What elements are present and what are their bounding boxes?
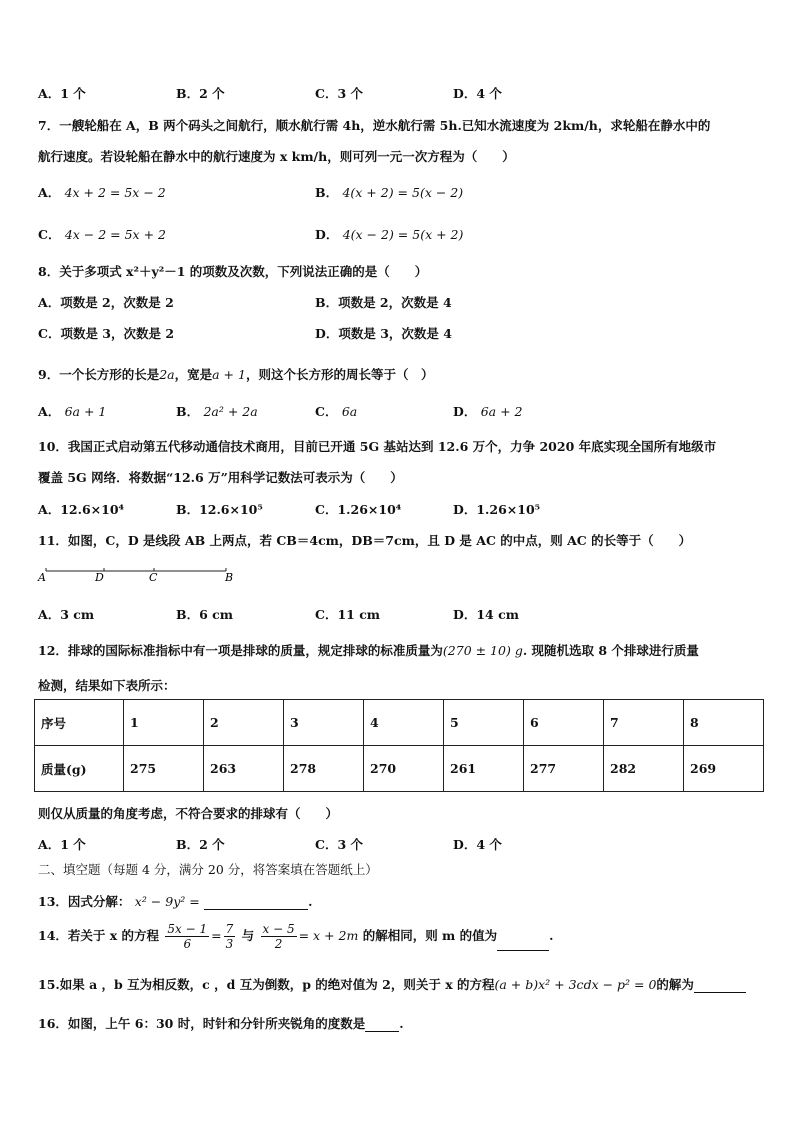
q9-stem-part: ，宽是: [174, 367, 213, 382]
q13-expression: x² − 9y² =: [134, 894, 200, 909]
table-cell: 3: [284, 700, 364, 746]
q11-option-c: C．11 cm: [315, 607, 381, 622]
table-cell: 7: [604, 700, 684, 746]
q7-option-a: [38, 183, 166, 201]
q11-stem: 11．如图，C，D 是线段 AB 上两点，若 CB＝4cm，DB＝7cm，且 D 是 AC 的中点，则 AC 的长等于（ ）: [38, 533, 692, 548]
q12-standard-mass: (270 ± 10) g: [442, 643, 523, 658]
q9-length-expr: 2a: [159, 367, 175, 382]
table-cell: 4: [364, 700, 444, 746]
answer-blank[interactable]: [365, 1019, 399, 1032]
fraction: [224, 922, 236, 951]
table-header-mass: 质量(g): [35, 746, 124, 792]
q11-option-b: B．6 cm: [176, 607, 233, 622]
q7-stem-line2: 航行速度。若设轮船在静水中的航行速度为 x km/h，则可列一元一次方程为（ ）: [38, 149, 515, 164]
q14-connector: 与: [241, 928, 255, 943]
prev-option-c: C．3 个: [315, 86, 363, 101]
fraction-denominator: 6: [183, 937, 192, 951]
point-c-label: C: [149, 571, 158, 584]
option-label: C．: [315, 404, 338, 419]
prev-option-d: D．4 个: [453, 86, 502, 101]
q9-option-b: [176, 402, 258, 420]
q9-option-a: [38, 402, 106, 420]
q10-option-d: D．1.26×10⁵: [453, 502, 541, 517]
q7-stem-line1: 7．一艘轮船在 A，B 两个码头之间航行，顺水航行需 4h，逆水航行需 5h.已知水流速度为 2km/h，求轮船在静水中的: [38, 118, 711, 133]
q12-stem-line2: 检测，结果如下表所示：: [38, 678, 176, 693]
q12-stem-part: . 现随机选取 8 个排球进行质量: [522, 643, 699, 658]
q15-text: 15.如果 a ，b 互为相反数，c ，d 互为倒数，p 的绝对值为 2，则关于 x 的方程: [38, 977, 495, 992]
q9-option-d: [453, 402, 522, 420]
q12-option-c: C．3 个: [315, 837, 363, 852]
q9-stem-part: ，则这个长方形的周长等于（ ）: [245, 367, 434, 382]
option-expression: 2a² + 2a: [203, 404, 258, 419]
q16-text: 16．如图，上午 6：30 时，时针和分针所夹锐角的度数是: [38, 1016, 366, 1031]
option-expression: 4(x + 2) = 5(x − 2): [342, 185, 464, 200]
point-a-label: A: [38, 571, 46, 584]
point-d-label: D: [95, 571, 104, 584]
table-cell: 5: [444, 700, 524, 746]
q14-stem: [38, 922, 554, 951]
fraction-denominator: 2: [274, 937, 283, 951]
point-b-label: B: [225, 571, 234, 584]
table-cell: 275: [124, 746, 204, 792]
fraction-denominator: 3: [225, 937, 234, 951]
option-expression: 6a + 2: [480, 404, 523, 419]
option-label: D．: [315, 227, 339, 242]
q15-stem: [38, 975, 746, 993]
option-label: A．: [38, 404, 61, 419]
option-expression: 6a: [341, 404, 358, 419]
q9-width-expr: a + 1: [212, 367, 246, 382]
q12-option-d: D．4 个: [453, 837, 502, 852]
q12-stem-line1: [38, 641, 699, 659]
q10-option-b: B．12.6×10⁵: [176, 502, 263, 517]
q11-option-d: D．14 cm: [453, 607, 519, 622]
option-expression: 4(x − 2) = 5(x + 2): [342, 227, 464, 242]
q12-option-a: A．1 个: [38, 837, 86, 852]
q13-end: .: [308, 894, 313, 909]
answer-blank[interactable]: [204, 897, 308, 910]
option-label: C．: [38, 227, 61, 242]
option-label: A．: [38, 185, 61, 200]
option-label: D．: [453, 404, 477, 419]
fraction: [261, 922, 297, 951]
q11-option-a: A．3 cm: [38, 607, 95, 622]
table-row: [35, 746, 764, 792]
q15-suffix: 的解为: [656, 977, 694, 992]
q8-option-a: A．项数是 2，次数是 2: [38, 295, 174, 310]
q7-option-c: [38, 225, 166, 243]
table-cell: 278: [284, 746, 364, 792]
option-label: B．: [315, 185, 339, 200]
table-cell: 8: [684, 700, 764, 746]
q8-option-d: D．项数是 3，次数是 4: [315, 326, 452, 341]
q9-option-c: [315, 402, 357, 420]
q12-question: 则仅从质量的角度考虑，不符合要求的排球有（ ）: [38, 806, 339, 821]
option-expression: 4x + 2 = 5x − 2: [64, 185, 166, 200]
mass-table: [34, 699, 764, 792]
option-expression: 6a + 1: [64, 404, 107, 419]
q16-end: .: [399, 1016, 404, 1031]
fraction-numerator: x − 5: [262, 922, 295, 936]
q10-option-c: C．1.26×10⁴: [315, 502, 402, 517]
table-cell: 6: [524, 700, 604, 746]
table-cell: 1: [124, 700, 204, 746]
q14-rhs: = x + 2m: [298, 928, 359, 943]
q7-option-b: [315, 183, 463, 201]
section-heading: 二、填空题（每题 4 分，满分 20 分，将答案填在答题纸上）: [38, 862, 378, 877]
table-cell: 261: [444, 746, 524, 792]
q12-stem-part: 12．排球的国际标准指标中有一项是排球的质量，规定排球的标准质量为: [38, 643, 443, 658]
q7-option-d: [315, 225, 463, 243]
answer-blank[interactable]: [694, 980, 746, 993]
table-cell: 282: [604, 746, 684, 792]
q16-stem: [38, 1014, 404, 1032]
option-label: B．: [176, 404, 200, 419]
q9-stem-part: 9．一个长方形的长是: [38, 367, 160, 382]
table-cell: 263: [204, 746, 284, 792]
table-cell: 2: [204, 700, 284, 746]
fraction: [165, 922, 209, 951]
q14-suffix: 的解相同，则 m 的值为: [362, 928, 498, 943]
table-header-index: 序号: [35, 700, 124, 746]
table-cell: 269: [684, 746, 764, 792]
fraction-numerator: 7: [225, 922, 234, 936]
q8-option-c: C．项数是 3，次数是 2: [38, 326, 175, 341]
equals-sign: =: [211, 928, 222, 943]
prev-option-b: B．2 个: [176, 86, 225, 101]
option-expression: 4x − 2 = 5x + 2: [64, 227, 166, 242]
q13-prefix: 13．因式分解：: [38, 894, 131, 909]
prev-option-a: A．1 个: [38, 86, 86, 101]
q8-stem: 8．关于多项式 x²＋y²－1 的项数及次数，下列说法正确的是（ ）: [38, 264, 428, 279]
q14-prefix: 14．若关于 x 的方程: [38, 928, 160, 943]
q10-stem-line1: 10．我国正式启动第五代移动通信技术商用，目前已开通 5G 基站达到 12.6 万个，力争 2020 年底实现全国所有地级市: [38, 439, 717, 454]
q15-equation: (a + b)x² + 3cdx − p² = 0: [494, 977, 657, 992]
q10-option-a: A．12.6×10⁴: [38, 502, 124, 517]
q10-stem-line2: 覆盖 5G 网络．将数据“12.6 万”用科学记数法可表示为（ ）: [38, 470, 403, 485]
q8-option-b: B．项数是 2，次数是 4: [315, 295, 452, 310]
q9-stem: [38, 365, 433, 383]
line-segment-figure: [36, 562, 236, 584]
q12-option-b: B．2 个: [176, 837, 225, 852]
fraction-numerator: 5x − 1: [167, 922, 208, 936]
table-cell: 270: [364, 746, 444, 792]
table-cell: 277: [524, 746, 604, 792]
answer-blank[interactable]: [497, 938, 549, 951]
table-row: [35, 700, 764, 746]
q13-stem: [38, 892, 312, 910]
q14-end: .: [549, 928, 554, 943]
